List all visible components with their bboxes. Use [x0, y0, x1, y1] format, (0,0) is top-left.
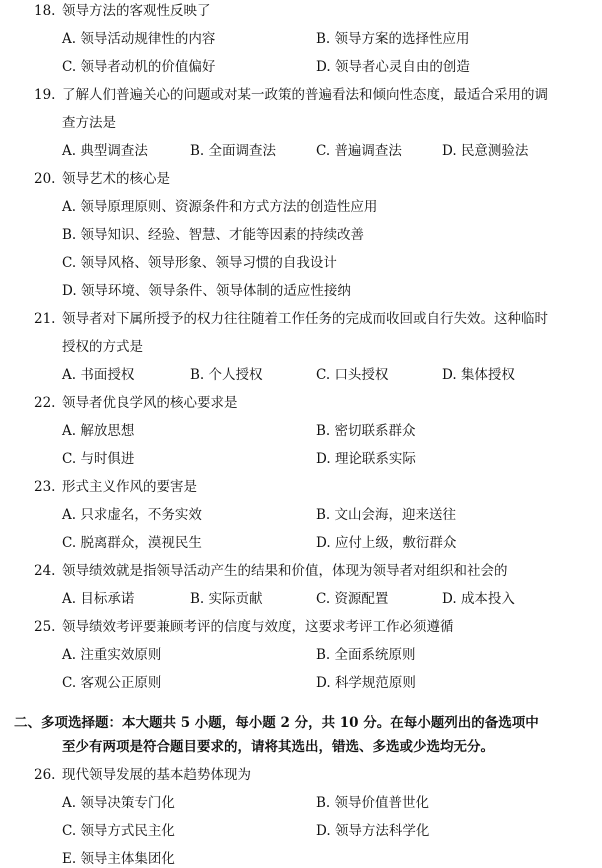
option-d	[62, 282, 351, 300]
option-letter: C.	[62, 59, 81, 75]
option-c	[62, 534, 202, 552]
option-a	[62, 198, 377, 216]
option-letter: E.	[62, 851, 81, 867]
option-text: 只求虚名，不务实效	[80, 507, 202, 523]
option-text: 密切联系群众	[334, 423, 416, 439]
option-b	[316, 646, 416, 664]
option-a	[62, 366, 134, 384]
question-stem: 领导艺术的核心是	[62, 171, 170, 187]
option-letter: D.	[316, 451, 335, 467]
option-letter: C.	[62, 255, 81, 271]
question-number: 20.	[34, 171, 56, 187]
option-a	[62, 646, 161, 664]
option-text: 口头授权	[334, 367, 389, 383]
option-letter: B.	[190, 591, 209, 607]
option-text: 应付上级，敷衍群众	[334, 535, 457, 551]
options-row	[62, 674, 582, 692]
option-letter: C.	[316, 367, 335, 383]
question-stem: 查方法是	[62, 115, 116, 131]
option-letter: C.	[62, 675, 81, 691]
question-number: 23.	[34, 479, 56, 495]
option-text: 科学规范原则	[334, 675, 416, 691]
option-text: 领导环境、领导条件、领导体制的适应性接纳	[80, 283, 351, 299]
options-row	[62, 366, 582, 384]
option-c	[62, 58, 215, 76]
section-heading-cont: 至少有两项是符合题目要求的，请将其选出，错选、多选或少选均无分。	[62, 739, 494, 755]
option-e	[62, 850, 175, 868]
options-row	[62, 850, 582, 868]
options-row	[62, 450, 582, 468]
option-text: 领导方案的选择性应用	[334, 31, 470, 47]
question-number: 18.	[34, 3, 56, 19]
option-text: 领导主体集团化	[80, 851, 175, 867]
option-text: 全面调查法	[208, 143, 277, 159]
option-text: 理论联系实际	[334, 451, 416, 467]
question-number: 22.	[34, 395, 56, 411]
option-letter: D.	[316, 675, 335, 691]
option-letter: C.	[62, 451, 81, 467]
option-text: 注重实效原则	[80, 647, 162, 663]
option-letter: A.	[62, 591, 81, 607]
options-row	[62, 506, 582, 524]
options-row	[62, 254, 582, 272]
option-letter: A.	[62, 795, 81, 811]
option-letter: D.	[442, 143, 461, 159]
option-text: 领导方式民主化	[80, 823, 175, 839]
option-a	[62, 142, 148, 160]
option-a	[62, 506, 202, 524]
option-a	[62, 590, 134, 608]
option-letter: C.	[62, 823, 81, 839]
option-letter: A.	[62, 647, 81, 663]
option-letter: B.	[316, 647, 335, 663]
options-row	[62, 590, 582, 608]
option-text: 领导原理原则、资源条件和方式方法的创造性应用	[80, 199, 378, 215]
option-b	[190, 366, 263, 384]
option-d	[442, 366, 515, 384]
option-text: 典型调查法	[80, 143, 148, 159]
option-text: 普遍调查法	[334, 143, 402, 159]
option-c	[62, 450, 134, 468]
option-text: 脱离群众，漠视民生	[80, 535, 202, 551]
option-letter: B.	[316, 423, 335, 439]
question-number: 21.	[34, 311, 56, 327]
option-letter: D.	[316, 535, 335, 551]
options-row	[62, 794, 582, 812]
question-stem: 领导方法的客观性反映了	[62, 3, 211, 19]
option-b	[316, 30, 470, 48]
question-stem: 形式主义作风的要害是	[62, 479, 197, 495]
option-b	[316, 794, 429, 812]
option-letter: D.	[442, 591, 461, 607]
options-row	[62, 226, 582, 244]
option-b	[190, 142, 276, 160]
option-text: 领导风格、领导形象、领导习惯的自我设计	[80, 255, 337, 271]
option-d	[316, 58, 470, 76]
option-letter: B.	[190, 367, 209, 383]
options-row	[62, 282, 582, 300]
option-text: 领导者心灵自由的创造	[334, 59, 470, 75]
option-d	[316, 822, 429, 840]
option-b	[62, 226, 364, 244]
question-number: 26.	[34, 767, 56, 783]
option-a	[62, 422, 134, 440]
option-text: 领导方法科学化	[334, 823, 430, 839]
option-letter: C.	[62, 535, 81, 551]
option-text: 解放思想	[80, 423, 135, 439]
option-letter: D.	[442, 367, 461, 383]
option-text: 领导知识、经验、智慧、才能等因素的持续改善	[80, 227, 365, 243]
options-row	[62, 58, 582, 76]
question-stem: 现代领导发展的基本趋势体现为	[62, 767, 251, 783]
option-text: 领导价值普世化	[334, 795, 430, 811]
option-b	[190, 590, 263, 608]
section-heading: 二、多项选择题：本大题共 5 小题，每小题 2 分，共 10 分。在每小题列出的备选项中	[14, 715, 539, 731]
option-letter: A.	[62, 507, 81, 523]
option-d	[316, 450, 416, 468]
options-row	[62, 30, 582, 48]
option-text: 资源配置	[334, 591, 389, 607]
option-text: 书面授权	[80, 367, 135, 383]
option-letter: A.	[62, 367, 81, 383]
options-row	[62, 822, 582, 840]
option-d	[316, 674, 416, 692]
option-text: 客观公正原则	[80, 675, 162, 691]
option-letter: B.	[316, 795, 335, 811]
question-number: 19.	[34, 87, 56, 103]
option-d	[316, 534, 456, 552]
options-row	[62, 142, 582, 160]
option-text: 个人授权	[208, 367, 263, 383]
options-row	[62, 198, 582, 216]
question-stem: 领导绩效就是指领导活动产生的结果和价值，体现为领导者对组织和社会的	[62, 563, 508, 579]
option-c	[316, 590, 388, 608]
option-text: 集体授权	[460, 367, 515, 383]
option-text: 领导活动规律性的内容	[80, 31, 216, 47]
option-letter: C.	[316, 591, 335, 607]
options-row	[62, 422, 582, 440]
option-text: 实际贡献	[208, 591, 263, 607]
option-a	[62, 794, 175, 812]
option-letter: A.	[62, 199, 81, 215]
option-text: 成本投入	[460, 591, 515, 607]
option-c	[316, 366, 388, 384]
option-c	[62, 822, 175, 840]
question-stem: 领导绩效考评要兼顾考评的信度与效度，这要求考评工作必须遵循	[62, 619, 454, 635]
option-letter: B.	[190, 143, 209, 159]
question-number: 25.	[34, 619, 56, 635]
option-b	[316, 422, 416, 440]
option-text: 全面系统原则	[334, 647, 416, 663]
option-letter: A.	[62, 423, 81, 439]
option-b	[316, 506, 456, 524]
option-a	[62, 30, 215, 48]
option-letter: B.	[316, 507, 335, 523]
option-text: 与时俱进	[80, 451, 135, 467]
option-text: 文山会海，迎来送往	[334, 507, 457, 523]
option-d	[442, 142, 528, 160]
question-stem: 领导者对下属所授予的权力往往随着工作任务的完成而收回或自行失效。这种临时	[62, 311, 548, 327]
question-stem: 领导者优良学风的核心要求是	[62, 395, 238, 411]
option-text: 民意测验法	[460, 143, 529, 159]
option-letter: A.	[62, 31, 81, 47]
question-stem: 了解人们普遍关心的问题或对某一政策的普遍看法和倾向性态度，最适合采用的调	[62, 87, 548, 103]
option-letter: D.	[62, 283, 81, 299]
options-row	[62, 646, 582, 664]
option-c	[316, 142, 402, 160]
option-text: 目标承诺	[80, 591, 135, 607]
option-letter: D.	[316, 823, 335, 839]
question-number: 24.	[34, 563, 56, 579]
option-c	[62, 674, 161, 692]
option-letter: B.	[62, 227, 81, 243]
option-text: 领导者动机的价值偏好	[80, 59, 216, 75]
option-d	[442, 590, 515, 608]
question-stem: 授权的方式是	[62, 339, 143, 355]
option-letter: C.	[316, 143, 335, 159]
option-letter: B.	[316, 31, 335, 47]
option-letter: A.	[62, 143, 81, 159]
option-c	[62, 254, 337, 272]
option-text: 领导决策专门化	[80, 795, 175, 811]
options-row	[62, 534, 582, 552]
option-letter: D.	[316, 59, 335, 75]
